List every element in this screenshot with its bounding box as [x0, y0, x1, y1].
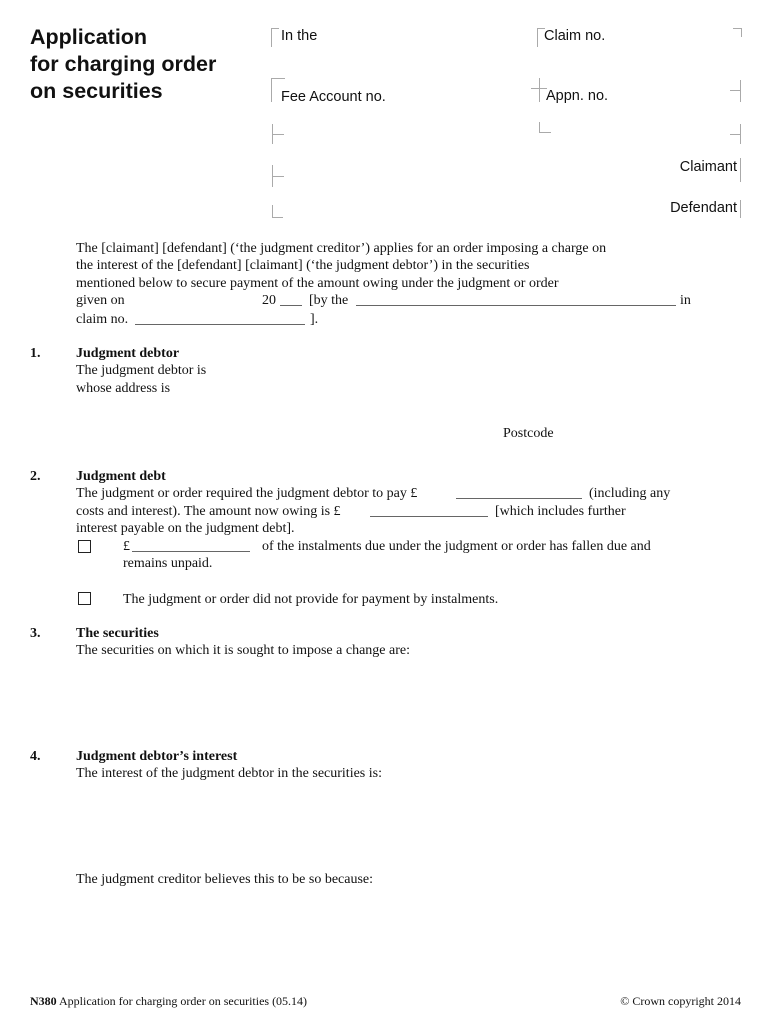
- claimant-label: Claimant: [679, 159, 737, 175]
- footer-copyright: © Crown copyright 2014: [620, 994, 741, 1008]
- court-name-blank[interactable]: [356, 293, 676, 306]
- section-2-heading: Judgment debt: [76, 469, 166, 484]
- postcode-label: Postcode: [503, 426, 554, 441]
- section-3-heading: The securities: [76, 626, 159, 641]
- including-any-text: (including any: [589, 486, 671, 501]
- section-4-heading: Judgment debtor’s interest: [76, 749, 238, 764]
- no-instalments-text: The judgment or order did not provide for payment by instalments.: [123, 592, 499, 607]
- claim-no-label: Claim no.: [544, 28, 606, 44]
- further-interest-text: [which includes further: [495, 504, 626, 519]
- form-title-line-2: for charging order: [30, 52, 217, 76]
- amount-owing-text: costs and interest). The amount now owing is £: [76, 504, 341, 519]
- claim-no-blank[interactable]: [135, 312, 305, 325]
- year-blank[interactable]: [280, 293, 302, 306]
- judgment-debtor-label: The judgment debtor is: [76, 363, 207, 379]
- debtor-interest-text: The interest of the judgment debtor in the securities is:: [76, 766, 382, 782]
- intro-line-1: The [claimant] [defendant] (‘the judgment creditor’) applies for an order imposing a charge on: [76, 241, 607, 256]
- form-title-line-1: Application: [30, 25, 148, 49]
- section-1-heading: Judgment debtor: [76, 346, 180, 361]
- remains-unpaid-text: remains unpaid.: [123, 556, 213, 571]
- instalments-due-text: of the instalments due under the judgment or order has fallen due and: [262, 539, 651, 554]
- intro-paragraph: [76, 240, 716, 292]
- appn-no-label: Appn. no.: [546, 88, 609, 104]
- section-2-number: 2.: [30, 469, 41, 484]
- claim-no-field-corner-right: [733, 28, 742, 37]
- defendant-label: Defendant: [670, 200, 737, 216]
- intro-line-3: mentioned below to secure payment of the amount owing under the judgment or order: [76, 275, 559, 291]
- fee-field-left-mark: [271, 78, 279, 102]
- form-title: [30, 24, 216, 105]
- no-instalments-checkbox[interactable]: [78, 592, 91, 605]
- court-field-corner: [271, 28, 279, 47]
- judgment-amount-blank[interactable]: [456, 486, 582, 499]
- by-the-label: [by the: [309, 293, 349, 308]
- amount-owing-blank[interactable]: [370, 504, 488, 517]
- form-title-line-3: on securities: [30, 79, 163, 103]
- section-4-number: 4.: [30, 749, 41, 764]
- claim-no-text: claim no.: [76, 312, 129, 327]
- given-on-label: given on: [76, 293, 125, 308]
- intro-close: ].: [310, 312, 319, 327]
- footer-form-code: N380: [30, 994, 57, 1008]
- section-1: [76, 345, 206, 397]
- fee-account-label: Fee Account no.: [281, 89, 386, 105]
- judgment-amount-text: The judgment or order required the judgment debtor to pay £: [76, 486, 418, 501]
- section-1-number: 1.: [30, 346, 41, 361]
- section-4: [76, 748, 382, 783]
- footer-form-desc: Application for charging order on securities (05.14): [59, 994, 308, 1008]
- in-label: in: [680, 293, 691, 308]
- intro-line-2: the interest of the [defendant] [claimant] (‘the judgment debtor’) in the securities: [76, 258, 530, 274]
- court-label: In the: [281, 28, 318, 44]
- year-prefix: 20: [262, 293, 276, 308]
- instalments-due-checkbox[interactable]: [78, 540, 91, 553]
- instalment-amount-blank[interactable]: [132, 539, 250, 552]
- creditor-believes-text: The judgment creditor believes this to be so because:: [76, 872, 374, 887]
- section-3-number: 3.: [30, 626, 41, 641]
- securities-text: The securities on which it is sought to impose a change are:: [76, 643, 410, 659]
- address-label: whose address is: [76, 380, 171, 396]
- instalment-currency: £: [123, 539, 130, 554]
- interest-payable-text: interest payable on the judgment debt].: [76, 521, 295, 536]
- footer-form-id: [30, 994, 307, 1009]
- section-3: [76, 625, 410, 660]
